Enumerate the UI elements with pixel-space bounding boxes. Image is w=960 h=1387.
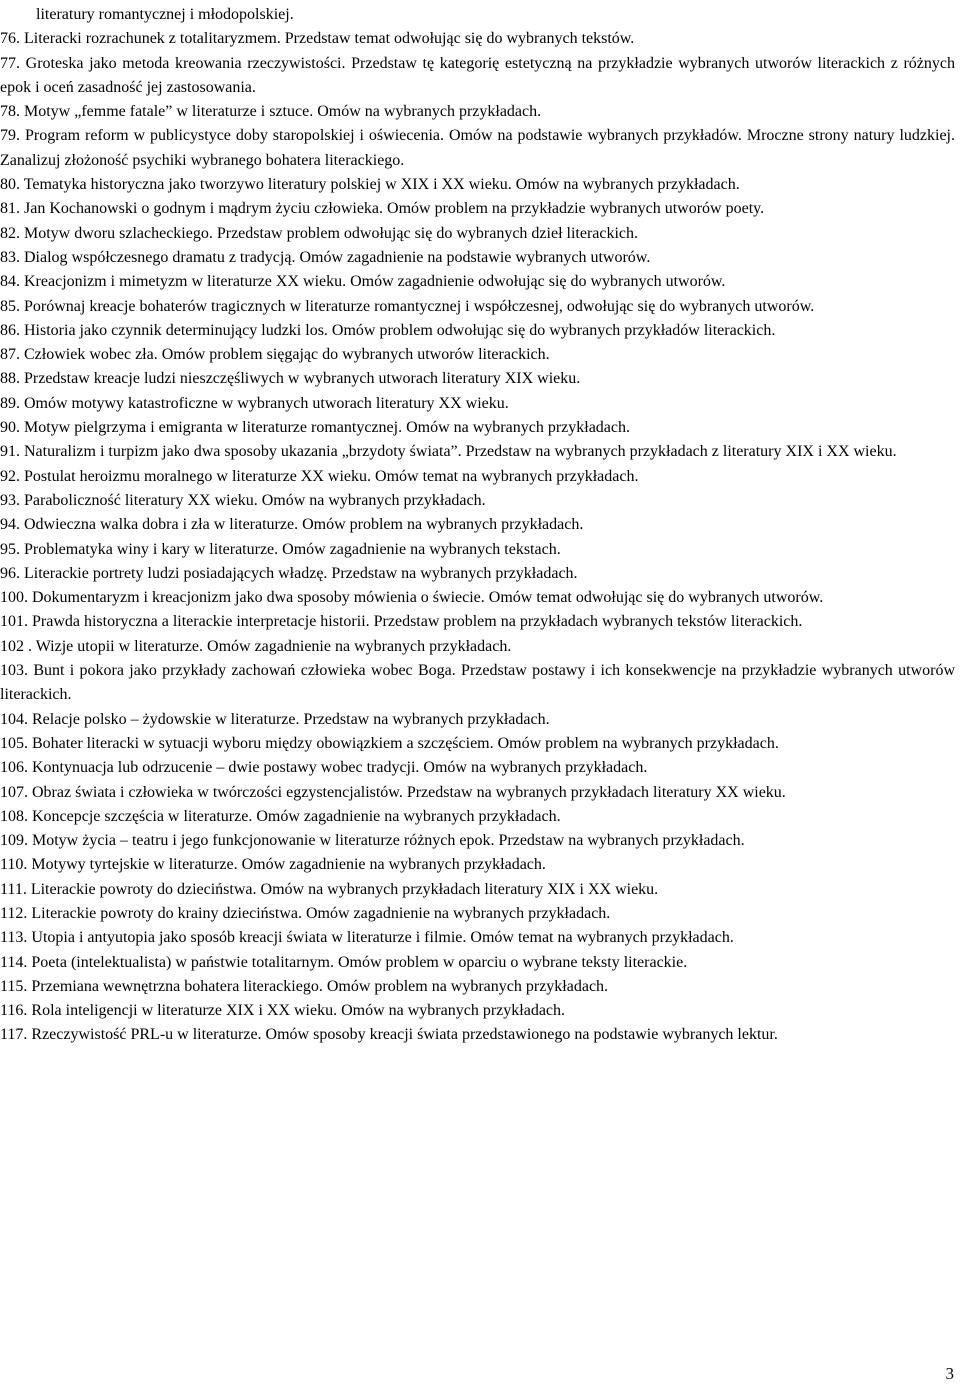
item-text: Naturalizm i turpizm jako dwa sposoby ukazania „brzydoty świata”. Przedstaw na wybranych przykładach z literatury XIX i XX wieku. <box>24 443 897 461</box>
item-number: 79. <box>0 127 20 145</box>
item-text: Historia jako czynnik determinujący ludzki los. Omów problem odwołując się do wybranych przykładów literackich. <box>24 321 776 339</box>
item-number: 77. <box>0 54 20 72</box>
item-number: 100. <box>0 589 28 607</box>
item-number: 101. <box>0 613 28 631</box>
item-text: Odwieczna walka dobra i zła w literaturze. Omów problem na wybranych przykładach. <box>24 516 584 534</box>
item-number: 85. <box>0 297 20 315</box>
item-text: Obraz świata i człowieka w twórczości egzystencjalistów. Przedstaw na wybranych przykładach literatury XX wieku. <box>32 783 786 801</box>
item-text: Paraboliczność literatury XX wieku. Omów na wybranych przykładach. <box>24 491 486 509</box>
item-text: Literacki rozrachunek z totalitaryzmem. Przedstaw temat odwołując się do wybranych tekstów. <box>24 30 635 48</box>
list-item <box>0 270 955 294</box>
list-item <box>0 100 955 124</box>
item-text: Groteska jako metoda kreowania rzeczywistości. Przedstaw tę kategorię estetyczną na przykładzie wybranych utworów literackich z różnych epok i oceń zasadność jej zastosowania. <box>0 54 955 96</box>
list-item <box>0 878 955 902</box>
item-text: Jan Kochanowski o godnym i mądrym życiu człowieka. Omów problem na przykładzie wybranych utworów poety. <box>24 200 765 218</box>
item-number: 95. <box>0 540 20 558</box>
item-number: 90. <box>0 419 20 437</box>
item-number: 84. <box>0 273 20 291</box>
list-item <box>0 926 955 950</box>
item-text: Postulat heroizmu moralnego w literaturze XX wieku. Omów temat na wybranych przykładach. <box>24 467 639 485</box>
item-number: 111. <box>0 880 27 898</box>
topic-list <box>0 3 956 1048</box>
list-item <box>0 562 955 586</box>
item-number: 76. <box>0 30 20 48</box>
entries-container <box>0 27 956 1047</box>
list-item <box>0 732 955 756</box>
list-item <box>0 659 955 708</box>
item-text: Kontynuacja lub odrzucenie – dwie postawy wobec tradycji. Omów na wybranych przykładach. <box>32 759 648 777</box>
item-number: 78. <box>0 103 20 121</box>
item-number: 103. <box>0 662 28 680</box>
item-text: Motywy tyrtejskie w literaturze. Omów zagadnienie na wybranych przykładach. <box>31 856 546 874</box>
list-item <box>0 756 955 780</box>
item-text: Przemiana wewnętrzna bohatera literackiego. Omów problem na wybranych przykładach. <box>31 977 609 995</box>
item-number: 82. <box>0 224 20 242</box>
item-text: Rzeczywistość PRL-u w literaturze. Omów sposoby kreacji świata przedstawionego na podstawie wybranych lektur. <box>31 1026 778 1044</box>
list-item <box>0 440 955 464</box>
item-number: 81. <box>0 200 20 218</box>
item-number: 91. <box>0 443 20 461</box>
item-number: 80. <box>0 176 20 194</box>
item-number: 116. <box>0 1002 28 1020</box>
item-number: 93. <box>0 491 20 509</box>
item-number: 109. <box>0 832 28 850</box>
list-item <box>0 538 955 562</box>
item-text: Utopia i antyutopia jako sposób kreacji świata w literaturze i filmie. Omów temat na wybranych przykładach. <box>31 929 734 947</box>
item-text: Dialog współczesnego dramatu z tradycją. Omów zagadnienie na podstawie wybranych utworów. <box>24 248 651 266</box>
item-number: 92. <box>0 467 20 485</box>
item-text: Bohater literacki w sytuacji wyboru między obowiązkiem a szczęściem. Omów problem na wybranych przykładach. <box>32 734 779 752</box>
list-item <box>0 416 955 440</box>
list-item <box>0 392 955 416</box>
list-item <box>0 635 955 659</box>
list-item <box>0 343 955 367</box>
item-number: 88. <box>0 370 20 388</box>
item-text: Rola inteligencji w literaturze XIX i XX wieku. Omów na wybranych przykładach. <box>31 1002 566 1020</box>
item-number: 83. <box>0 248 20 266</box>
item-number: 105. <box>0 734 28 752</box>
item-text: Motyw „femme fatale” w literaturze i sztuce. Omów na wybranych przykładach. <box>24 103 542 121</box>
item-text: Motyw pielgrzyma i emigranta w literaturze romantycznej. Omów na wybranych przykładach. <box>24 419 630 437</box>
list-item <box>0 489 955 513</box>
list-item <box>0 197 955 221</box>
item-text: Koncepcje szczęścia w literaturze. Omów zagadnienie na wybranych przykładach. <box>32 807 561 825</box>
item-number: 87. <box>0 346 20 364</box>
item-text: Literackie powroty do krainy dzieciństwa. Omów zagadnienie na wybranych przykładach. <box>31 904 611 922</box>
item-text: Relacje polsko – żydowskie w literaturze. Przedstaw na wybranych przykładach. <box>32 710 550 728</box>
item-number: 86. <box>0 321 20 339</box>
item-number: 108. <box>0 807 28 825</box>
item-number: 112. <box>0 904 28 922</box>
item-text: Dokumentaryzm i kreacjonizm jako dwa sposoby mówienia o świecie. Omów temat odwołując się do wybranych utworów. <box>32 589 824 607</box>
list-item <box>0 319 955 343</box>
item-text: Problematyka winy i kary w literaturze. Omów zagadnienie na wybranych tekstach. <box>24 540 561 558</box>
item-text: Wizje utopii w literaturze. Omów zagadnienie na wybranych przykładach. <box>35 637 512 655</box>
list-item <box>0 367 955 391</box>
item-text: Człowiek wobec zła. Omów problem sięgając do wybranych utworów literackich. <box>24 346 550 364</box>
item-text: Poeta (intelektualista) w państwie totalitarnym. Omów problem w oparciu o wybrane teksty literackie. <box>31 953 688 971</box>
item-text: Literackie portrety ludzi posiadających władzę. Przedstaw na wybranych przykładach. <box>24 564 578 582</box>
item-text: Omów motywy katastroficzne w wybranych utworach literatury XX wieku. <box>24 394 509 412</box>
item-number: 96. <box>0 564 20 582</box>
list-item <box>0 124 955 173</box>
item-text: Prawda historyczna a literackie interpretacje historii. Przedstaw problem na przykładach wybranych tekstów literackich. <box>32 613 803 631</box>
item-number: 94. <box>0 516 20 534</box>
list-item <box>0 513 955 537</box>
continuation-line: literatury romantycznej i młodopolskiej. <box>36 6 294 23</box>
item-number: 106. <box>0 759 28 777</box>
item-text: Literackie powroty do dzieciństwa. Omów na wybranych przykładach literatury XIX i XX wieku. <box>30 880 659 898</box>
item-number: 89. <box>0 394 20 412</box>
item-number: 104. <box>0 710 28 728</box>
list-item <box>0 1023 955 1047</box>
item-text: Program reform w publicystyce doby staropolskiej i oświecenia. Omów na podstawie wybranych przykładów. Mroczne strony natury ludzkiej. Zanalizuj złożoność psychiki wybranego bohatera literackiego. <box>0 127 956 169</box>
list-item <box>0 829 955 853</box>
item-number: 102 . <box>0 637 32 655</box>
item-number: 110. <box>0 856 28 874</box>
item-text: Tematyka historyczna jako tworzywo literatury polskiej w XIX i XX wieku. Omów na wybranych przykładach. <box>23 176 740 194</box>
list-item <box>0 708 955 732</box>
list-item <box>0 951 955 975</box>
item-text: Porównaj kreacje bohaterów tragicznych w literaturze romantycznej i współczesnej, odwołując się do wybranych utworów. <box>24 297 815 315</box>
list-item <box>0 999 955 1023</box>
list-item <box>0 52 955 101</box>
list-item <box>0 853 955 877</box>
item-text: Motyw dworu szlacheckiego. Przedstaw problem odwołując się do wybranych dzieł literackich. <box>24 224 639 242</box>
item-text: Motyw życia – teatru i jego funkcjonowanie w literaturze różnych epok. Przedstaw na wybranych przykładach. <box>32 832 745 850</box>
list-item <box>0 246 955 270</box>
list-item <box>0 295 955 319</box>
item-text: Przedstaw kreacje ludzi nieszczęśliwych w wybranych utworach literatury XIX wieku. <box>24 370 581 388</box>
item-text: Kreacjonizm i mimetyzm w literaturze XX wieku. Omów zagadnienie odwołując się do wybranych utworów. <box>24 273 726 291</box>
list-item <box>0 27 955 51</box>
list-item <box>0 465 955 489</box>
list-item <box>0 173 955 197</box>
list-item <box>0 975 955 999</box>
item-number: 117. <box>0 1026 28 1044</box>
item-number: 113. <box>0 929 28 947</box>
list-item <box>0 781 955 805</box>
list-item <box>0 222 955 246</box>
list-item <box>0 586 955 610</box>
list-item <box>0 610 955 634</box>
list-item <box>0 805 955 829</box>
item-text: Bunt i pokora jako przykłady zachowań człowieka wobec Boga. Przedstaw postawy i ich konsekwencje na przykładzie wybranych utworów literackich. <box>0 662 956 704</box>
item-number: 114. <box>0 953 28 971</box>
page-number: 3 <box>945 1364 954 1383</box>
item-number: 107. <box>0 783 28 801</box>
list-item <box>0 902 955 926</box>
item-number: 115. <box>0 977 28 995</box>
